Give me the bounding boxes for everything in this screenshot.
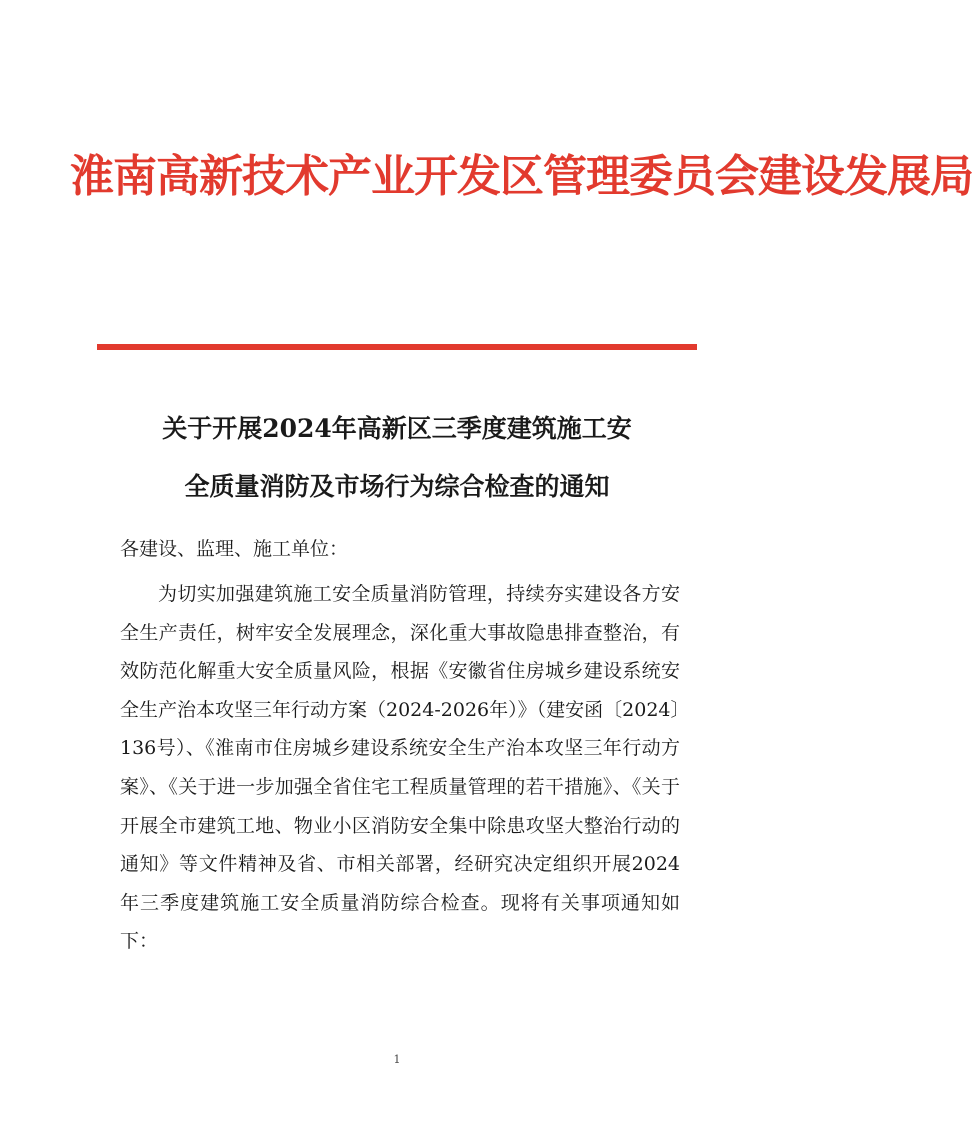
document-title-line-1: 关于开展2024年高新区三季度建筑施工安: [162, 414, 632, 443]
page-number: 1: [393, 1053, 401, 1066]
salutation: 各建设、监理、施工单位：: [120, 538, 349, 560]
red-separator-line: [97, 344, 697, 350]
body-paragraph: 为切实加强建筑施工安全质量消防管理，持续夯实建设各方安全生产责任，树牢安全发展理念，深化重大事故隐患排查整治，有效防范化解重大安全质量风险，根据《安徽省住房城乡建设系统安全生产治本攻坚三年行动方案（2024-2026年）》（建安函〔2024〕136号）、《淮南市住房城乡建设系统安全生产治本攻坚三年行动方案》、《关于进一步加强全省住宅工程质量管理的若干措施》、《关于开展全市建筑工地、物业小区消防安全集中除患攻坚大整治行动的通知》等文件精神及省、市相关部署，经研究决定组织开展2024年三季度建筑施工安全质量消防综合检查。现将有关事项通知如下：: [120, 583, 680, 953]
issuer-header: 淮南高新技术产业开发区管理委员会建设发展局: [70, 151, 973, 202]
document-title-line-2: 全质量消防及市场行为综合检查的通知: [184, 472, 610, 501]
